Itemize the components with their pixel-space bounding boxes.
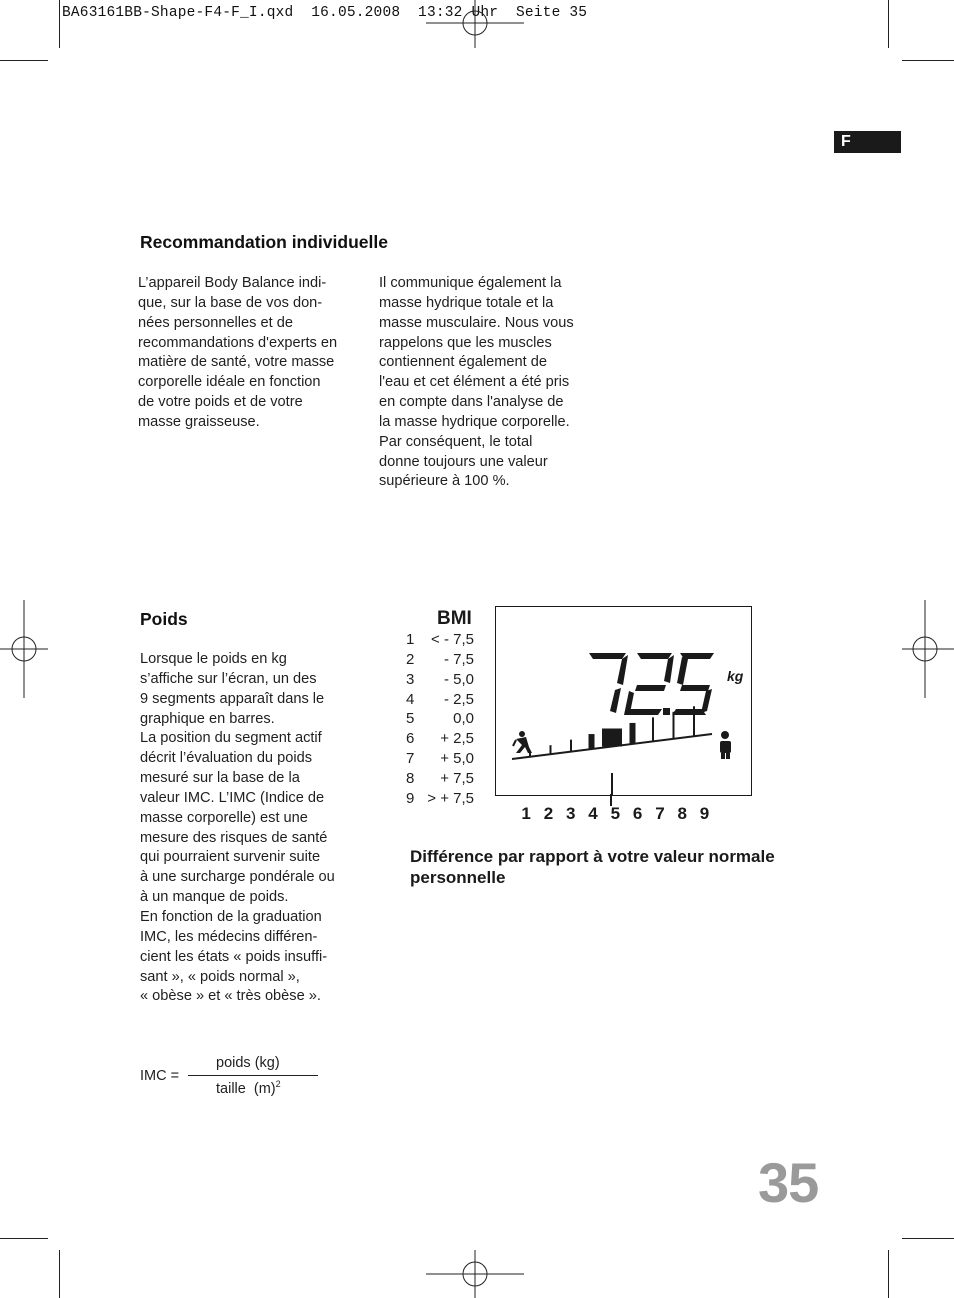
file-slug-header: BA63161BB-Shape-F4-F_I.qxd 16.05.2008 13:32 Uhr Seite 35: [62, 5, 588, 21]
bmi-segment: [550, 745, 552, 754]
bmi-row-value: - 7,5: [443, 650, 474, 668]
digit-5: [672, 653, 714, 715]
bmi-row-number: 1: [406, 631, 415, 648]
bmi-segment-active: [602, 729, 622, 747]
segment-numbers: [515, 804, 716, 824]
formula-denominator-text: taille (m): [216, 1080, 276, 1097]
formula-lhs: IMC =: [140, 1068, 180, 1084]
bmi-row-number: 4: [406, 690, 415, 708]
weight-description: Lorsque le poids en kg s’affiche sur l’écran, un des 9 segments apparaît dans le graphique en barres. La position du segment actif décrit l’évaluation du poids mesuré sur la base de la valeur IMC. L’IMC (Indice de masse corporelle) est une mesure des risques de santé qui pourraient survenir suite à une surcharge pondérale ou à un manque de poids. En fonction de la graduation IMC, les médecins différen- cient les états « poids insuffi- sant », « poids normal », « obèse » et « très obèse ».: [140, 651, 335, 1005]
bmi-segment: [652, 717, 654, 741]
segment-number: 2: [543, 804, 554, 823]
recommendation-text-col1: L’appareil Body Balance indi- que, sur la base de vos don- nées personnelles et de recommandations d'experts en matière de santé, votre masse corporelle idéale en fonction de votre poids et de votre masse graisseuse.: [138, 275, 338, 430]
formula-exponent: 2: [275, 1079, 281, 1089]
segment-number: 5: [610, 804, 621, 823]
bmi-row-value: + 5,0: [440, 750, 474, 768]
bmi-row: [406, 769, 474, 789]
bmi-segment: [693, 706, 695, 736]
bmi-row: [406, 690, 474, 710]
registration-mark-bottom: [426, 1250, 524, 1298]
bmi-row: [406, 630, 474, 650]
bmi-segment: [570, 740, 572, 752]
display-caption: Différence par rapport à votre valeur normale personnelle: [410, 847, 775, 887]
bmi-row: [406, 789, 474, 809]
bmi-segment: [589, 734, 595, 749]
bmi-row-value: - 5,0: [443, 670, 474, 688]
scale-display: [495, 606, 752, 796]
bmi-row-number: 6: [406, 730, 415, 748]
bmi-segment: [529, 751, 531, 757]
page-number: 35: [758, 1151, 819, 1214]
recommendation-text-col2: Il communique également la masse hydrique totale et la masse musculaire. Nous vous rappelons que les muscles contiennent également de l'eau et cet élément a été pris en compte dans l'analyse de la masse hydrique corporelle. Par conséquent, le total donne toujours une valeur supérieure à 100 %.: [379, 275, 574, 490]
segment-number: 9: [699, 804, 710, 823]
segment-number: 6: [632, 804, 643, 823]
bmi-row: [406, 709, 474, 729]
fraction-bar: [188, 1075, 318, 1076]
bmi-row-value: + 2,5: [440, 730, 474, 748]
bmi-row-value: < - 7,5: [431, 631, 474, 648]
bmi-row: [406, 729, 474, 749]
bmi-segment: [630, 723, 636, 744]
bmi-bar-segments: [529, 706, 695, 757]
segment-number: 3: [566, 804, 576, 823]
formula-denominator: [216, 1079, 281, 1097]
bmi-row-value: - 2,5: [443, 690, 474, 708]
bmi-title: BMI: [437, 608, 472, 629]
language-tab: F: [834, 131, 901, 153]
formula-numerator: poids (kg): [216, 1055, 280, 1071]
bmi-row-number: 7: [406, 750, 415, 768]
bmi-row-number: 9: [406, 789, 415, 807]
segment-number: 7: [655, 804, 665, 823]
bmi-row-value: 0,0: [453, 710, 474, 728]
bmi-row-number: 8: [406, 769, 415, 787]
bmi-segment: [673, 712, 675, 739]
bmi-row-value: > + 7,5: [427, 789, 474, 807]
registration-mark-top: [426, 0, 524, 50]
digit-7: [589, 653, 628, 713]
unit-label: kg: [727, 668, 744, 684]
scale-display-graphic: [496, 607, 751, 795]
person-icon: [720, 731, 731, 759]
segment-number: 1: [521, 804, 531, 823]
segment-number: 4: [588, 804, 598, 823]
digit-2: [624, 653, 674, 715]
registration-mark-left: [0, 600, 50, 698]
bmi-row-number: 5: [406, 710, 415, 728]
bmi-row-number: 2: [406, 650, 415, 668]
section-title-weight: Poids: [140, 609, 188, 629]
decimal-point: [663, 708, 670, 715]
bmi-row-number: 3: [406, 670, 415, 688]
bmi-row-value: + 7,5: [440, 769, 474, 787]
segment-number: 8: [677, 804, 687, 823]
bmi-table: [406, 630, 474, 809]
bmi-row: [406, 670, 474, 690]
registration-mark-right: [902, 600, 954, 698]
bmi-row: [406, 749, 474, 769]
bmi-row: [406, 650, 474, 670]
runner-icon: [513, 731, 532, 753]
section-title-recommendation: Recommandation individuelle: [140, 232, 388, 252]
